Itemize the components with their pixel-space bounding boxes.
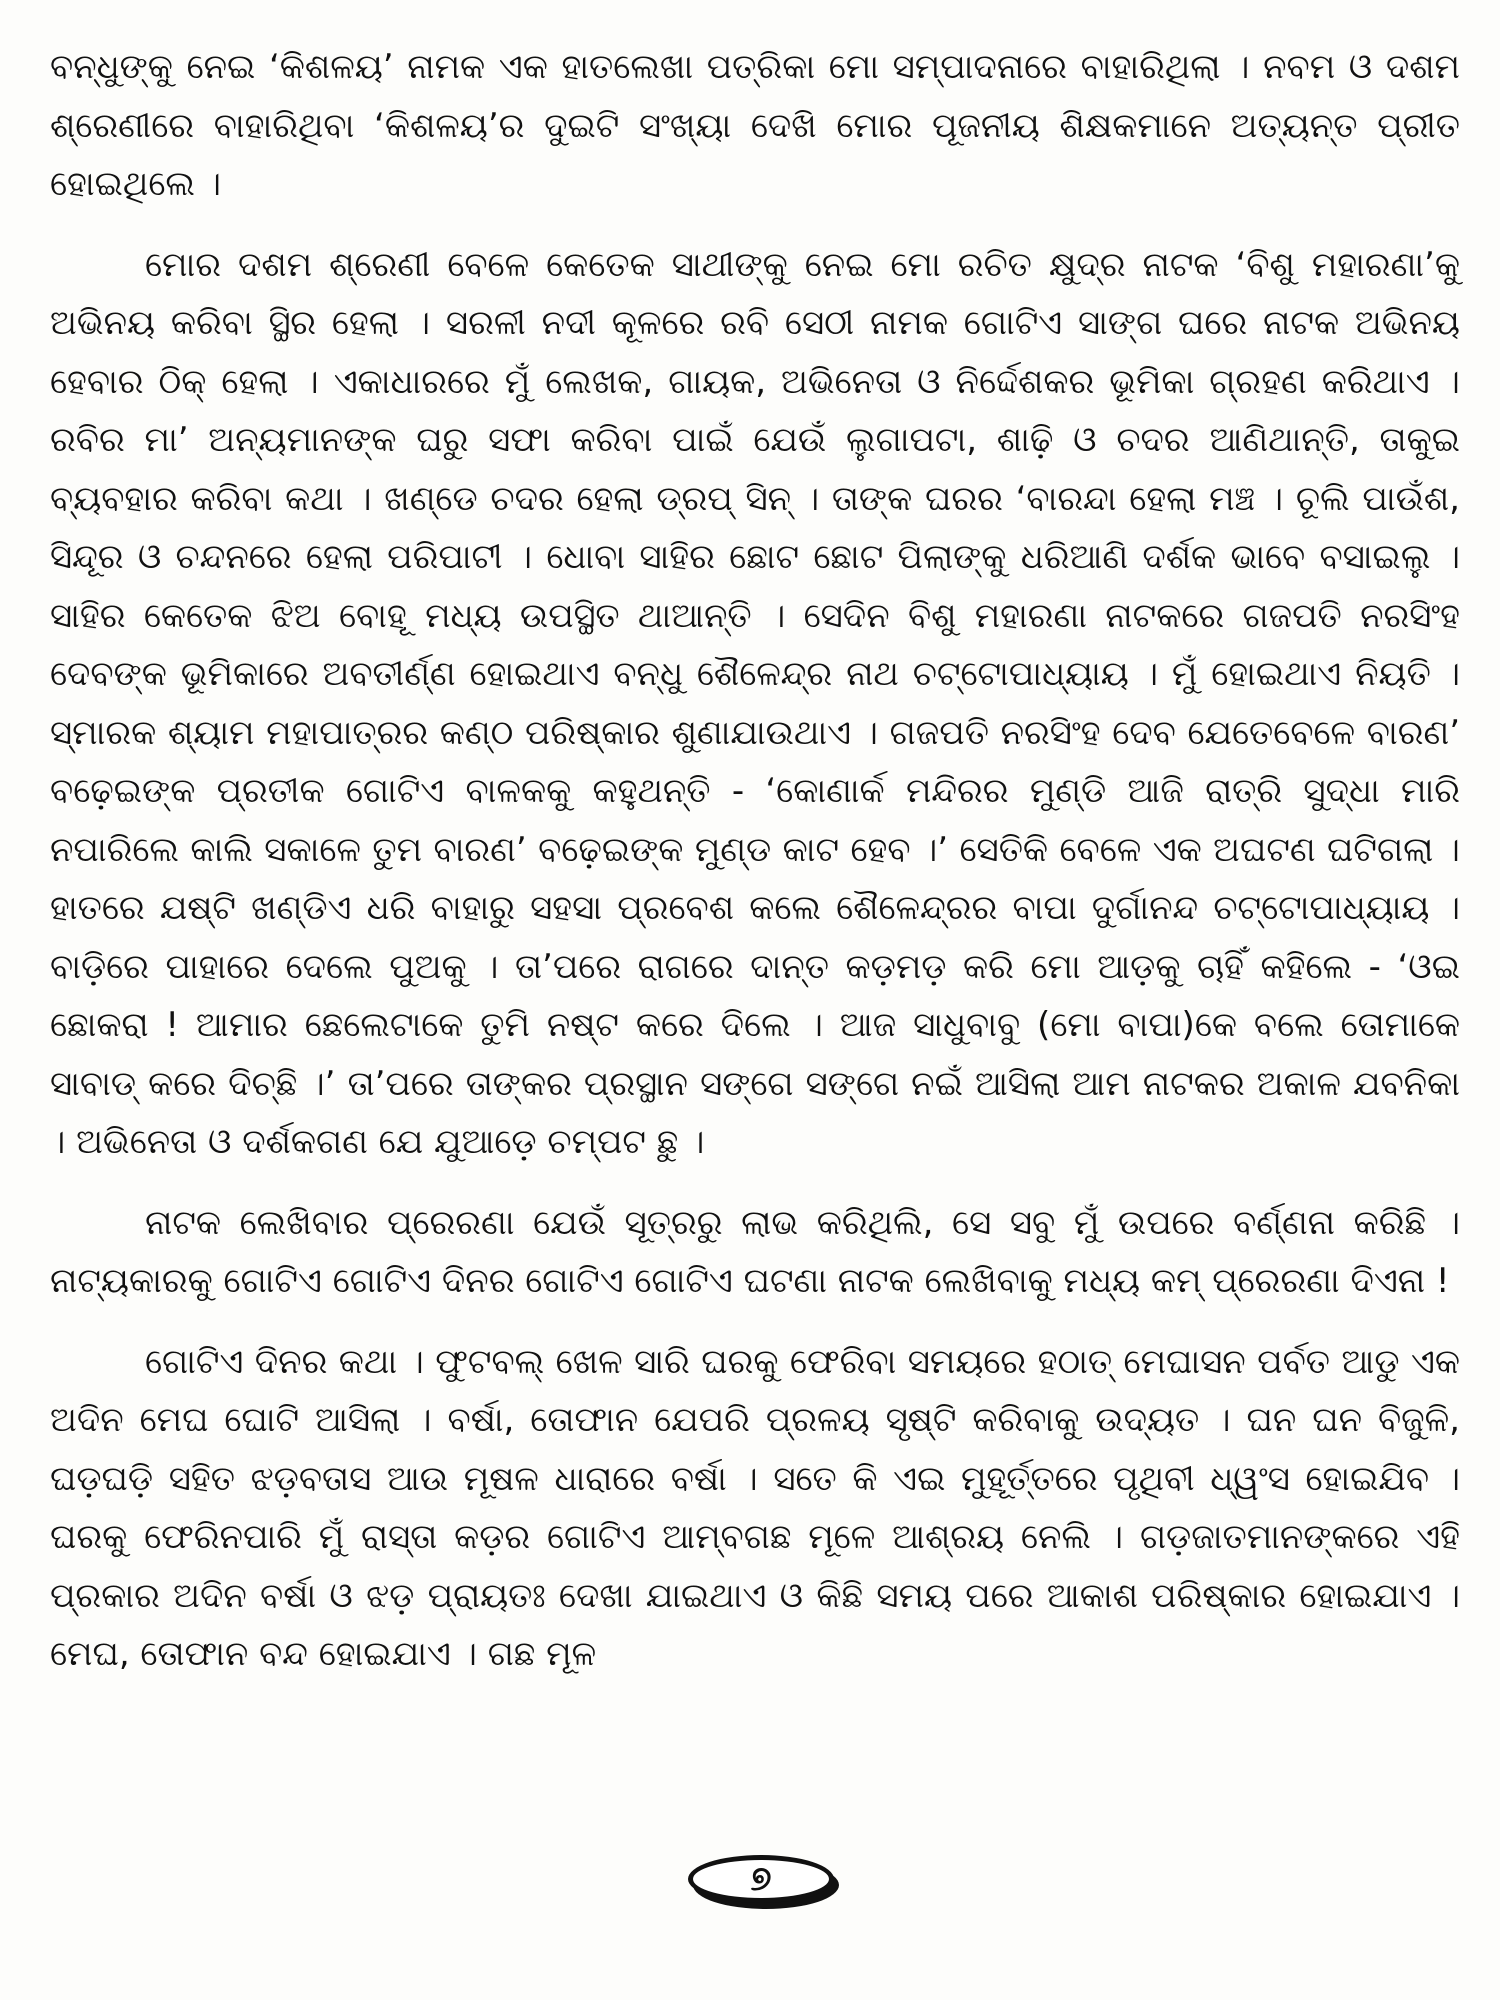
paragraph-3: ନାଟକ ଲେଖିବାର ପ୍ରେରଣା ଯେଉଁ ସୂତ୍ରରୁ ଲାଭ କରିଥିଲି, ସେ ସବୁ ମୁଁ ଉପରେ ବର୍ଣ୍ଣନା କରିଛି । ନାଟ୍ୟକାରକୁ ଗୋଟିଏ ଗୋଟିଏ ଦିନର ଗୋଟିଏ ଗୋଟିଏ ଘଟଣା ନାଟକ ଲେଖିବାକୁ ମଧ୍ୟ କମ୍ ପ୍ରେରଣା ଦିଏନା ! bbox=[50, 1202, 1460, 1301]
paragraph-2: ମୋର ଦଶମ ଶ୍ରେଣୀ ବେଳେ କେତେକ ସାଥୀଙ୍କୁ ନେଇ ମୋ ରଚିତ କ୍ଷୁଦ୍ର ନାଟକ ‘ବିଶୁ ମହାରଣା’କୁ ଅଭିନୟ କରିବା ସ୍ଥିର ହେଲା । ସରଳୀ ନଦୀ କୂଳରେ ରବି ସେଠୀ ନାମକ ଗୋଟିଏ ସାଙ୍ଗ ଘରେ ନାଟକ ଅଭିନୟ ହେବାର ଠିକ୍ ହେଲା । ଏକାଧାରରେ ମୁଁ ଲେଖକ, ଗାୟକ, ଅଭିନେତା ଓ ନିର୍ଦ୍ଦେଶକର ଭୂମିକା ଗ୍ରହଣ କରିଥାଏ । ରବିର ମା’ ଅନ୍ୟମାନଙ୍କ ଘରୁ ସଫା କରିବା ପାଇଁ ଯେଉଁ ଲୁଗାପଟା, ଶାଢ଼ି ଓ ଚଦର ଆଣିଥାନ୍ତି, ତାକୁଇ ବ୍ୟବହାର କରିବା କଥା । ଖଣ୍ଡେ ଚଦର ହେଲା ଡ୍ରପ୍ ସିନ୍ । ତାଙ୍କ ଘରର ‘ବାରନ୍ଦା ହେଲା ମଞ୍ଚ । ଚୂଲି ପାଉଁଶ, ସିନ୍ଦୂର ଓ ଚନ୍ଦନରେ ହେଲା ପରିପାଟୀ । ଧୋବା ସାହିର ଛୋଟ ଛୋଟ ପିଲାଙ୍କୁ ଧରିଆଣି ଦର୍ଶକ ଭାବେ ବସାଇଲୁ । ସାହିର କେତେକ ଝିଅ ବୋହୂ ମଧ୍ୟ ଉପସ୍ଥିତ ଥାଆନ୍ତି । ସେଦିନ ବିଶୁ ମହାରଣା ନାଟକରେ ଗଜପତି ନରସିଂହ ଦେବଙ୍କ ଭୂମିକାରେ ଅବତୀର୍ଣ୍ଣ ହୋଇଥାଏ ବନ୍ଧୁ ଶୈଳେନ୍ଦ୍ର ନାଥ ଚଟ୍ଟୋପାଧ୍ୟାୟ । ମୁଁ ହୋଇଥାଏ ନିୟତି । ସ୍ମାରକ ଶ୍ୟାମ ମହାପାତ୍ରର କଣ୍ଠ ପରିଷ୍କାର ଶୁଣାଯାଉଥାଏ । ଗଜପତି ନରସିଂହ ଦେବ ଯେତେବେଳେ ବାରଣ’ ବଢ଼େଇଙ୍କ ପ୍ରତୀକ ଗୋଟିଏ ବାଳକକୁ କହୁଥନ୍ତି - ‘କୋଣାର୍କ ମନ୍ଦିରର ମୁଣ୍ଡି ଆଜି ରାତ୍ରି ସୁଦ୍ଧା ମାରି ନପାରିଲେ କାଲି ସକାଳେ ତୁମ ବାରଣ’ ବଢ଼େଇଙ୍କ ମୁଣ୍ଡ କାଟ ହେବ ।’ ସେତିକି ବେଳେ ଏକ ଅଘଟଣ ଘଟିଗଲା । ହାତରେ ଯଷ୍ଟି ଖଣ୍ଡିଏ ଧରି ବାହାରୁ ସହସା ପ୍ରବେଶ କଲେ ଶୈଳେନ୍ଦ୍ରର ବାପା ଦୁର୍ଗାନନ୍ଦ ଚଟ୍ଟୋପାଧ୍ୟାୟ । ବାଡ଼ିରେ ପାହାରେ ଦେଲେ ପୁଅକୁ । ତା’ପରେ ରାଗରେ ଦାନ୍ତ କଡ଼ମଡ଼ କରି ମୋ ଆଡ଼କୁ ଚାହିଁ କହିଲେ - ‘ଓଇ ଛୋକରା ! ଆମାର ଛେଲେଟାକେ ତୁମି ନଷ୍ଟ କରେ ଦିଲେ । ଆଜ ସାଧୁବାବୁ (ମୋ ବାପା)କେ ବଲେ ତୋମାକେ ସାବାଡ୍ କରେ ଦିଚ୍ଛି ।’ ତା’ପରେ ତାଙ୍କର ପ୍ରସ୍ଥାନ ସଙ୍ଗେ ସଙ୍ଗେ ନଇଁ ଆସିଲା ଆମ ନାଟକର ଅକାଳ ଯବନିକା । ଅଭିନେତା ଓ ଦର୍ଶକଗଣ ଯେ ଯୁଆଡ଼େ ଚମ୍ପଟ ଛୁ । bbox=[50, 244, 1460, 1162]
body-text bbox=[50, 38, 1460, 1684]
paragraph-1: ବନ୍ଧୁଙ୍କୁ ନେଇ ‘କିଶଳୟ’ ନାମକ ଏକ ହାତଲେଖା ପତ୍ରିକା ମୋ ସମ୍ପାଦନାରେ ବାହାରିଥିଲା । ନବମ ଓ ଦଶମ ଶ୍ରେଣୀରେ ବାହାରିଥିବା ‘କିଶଳୟ’ର ଦୁଇଟି ସଂଖ୍ୟା ଦେଖି ମୋର ପୂଜନୀୟ ଶିକ୍ଷକମାନେ ଅତ୍ୟନ୍ତ ପ୍ରୀତ ହୋଇଥିଲେ । bbox=[50, 47, 1460, 204]
page-number: ୭ bbox=[750, 1859, 772, 1899]
page-number-badge bbox=[688, 1855, 832, 1903]
paragraph-4: ଗୋଟିଏ ଦିନର କଥା । ଫୁଟବଲ୍ ଖେଳ ସାରି ଘରକୁ ଫେରିବା ସମୟରେ ହଠାତ୍ ମେଘାସନ ପର୍ବତ ଆଡୁ ଏକ ଅଦିନ ମେଘ ଘୋଟି ଆସିଲା । ବର୍ଷା, ତୋଫାନ ଯେପରି ପ୍ରଳୟ ସୃଷ୍ଟି କରିବାକୁ ଉଦ୍ୟତ । ଘନ ଘନ ବିଜୁଳି, ଘଡ଼ଘଡ଼ି ସହିତ ଝଡ଼ବତାସ ଆଉ ମୂଷଳ ଧାରାରେ ବର୍ଷା । ସତେ କି ଏଇ ମୁହୂର୍ତ୍ତରେ ପୃଥିବୀ ଧ୍ୱଂସ ହୋଇଯିବ । ଘରକୁ ଫେରିନପାରି ମୁଁ ରାସ୍ତା କଡ଼ର ଗୋଟିଏ ଆମ୍ବଗଛ ମୂଳେ ଆଶ୍ରୟ ନେଲି । ଗଡ଼ଜାତମାନଙ୍କରେ ଏହି ପ୍ରକାର ଅଦିନ ବର୍ଷା ଓ ଝଡ଼ ପ୍ରାୟତଃ ଦେଖା ଯାଇଥାଏ ଓ କିଛି ସମୟ ପରେ ଆକାଶ ପରିଷ୍କାର ହୋଇଯାଏ । ମେଘ, ତୋଫାନ ବନ୍ଦ ହୋଇଯାଏ । ଗଛ ମୂଳ bbox=[50, 1341, 1460, 1674]
